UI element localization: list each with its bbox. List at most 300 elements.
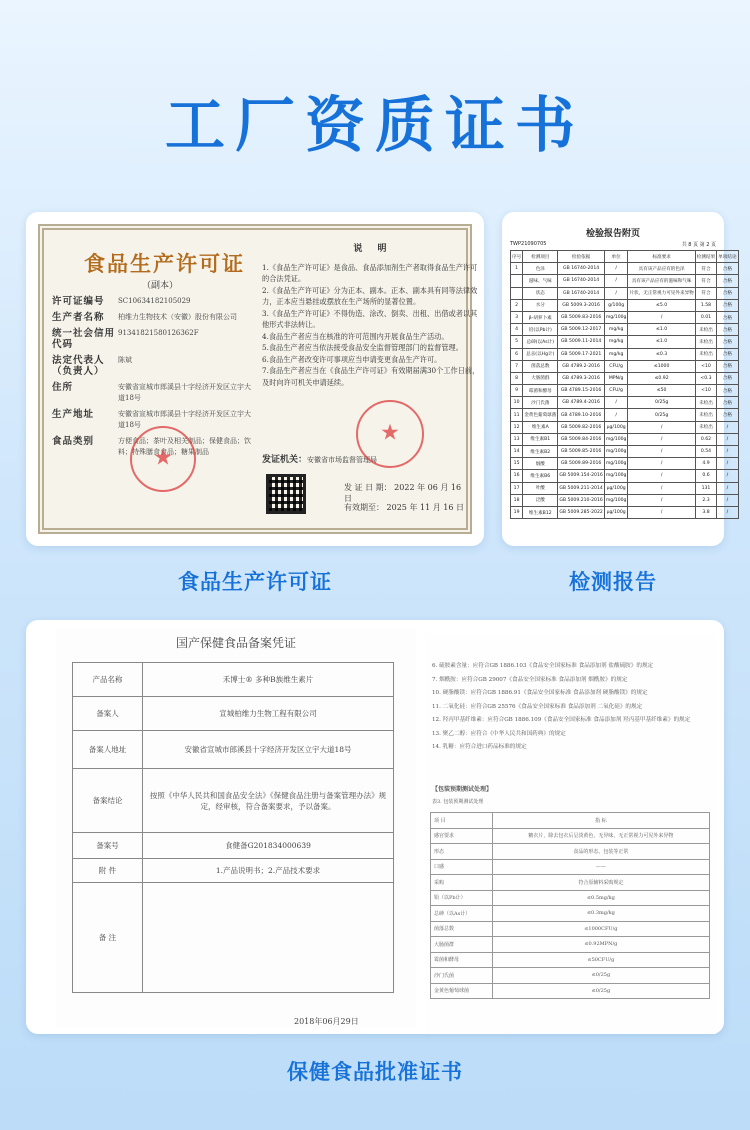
- license-field-row: [52, 312, 252, 323]
- table-cell: 13: [511, 433, 523, 445]
- table-cell: 5: [511, 336, 523, 348]
- table-row: [431, 952, 710, 968]
- table-cell: mg/kg: [604, 348, 628, 360]
- license-issuer-label: 发证机关：: [262, 455, 308, 465]
- table-cell: GB 5009.154-2016: [558, 470, 604, 482]
- table-row: [73, 663, 394, 697]
- table-cell: 具有该产品应有的滋味和气味: [628, 275, 695, 287]
- table-cell: mg/kg: [604, 324, 628, 336]
- table-cell: /: [717, 506, 738, 518]
- table-cell: 19: [511, 506, 523, 518]
- technical-table-caption: 表3. 包装预期测试处理: [432, 799, 484, 805]
- technical-section-title: 【包装预期测试处理】: [432, 786, 493, 793]
- technical-value: ——: [492, 859, 709, 875]
- license-note: 7.食品生产者应当在《食品生产许可证》有效期届满30个工作日前，及时向许可机关申请延续。: [262, 366, 480, 387]
- license-field-value: 陈斌: [118, 356, 132, 364]
- table-cell: 单位: [604, 251, 628, 263]
- technical-key: 铅（以Pb计）: [431, 890, 493, 906]
- table-cell: /: [628, 421, 695, 433]
- table-cell: GB 5009.85-2016: [558, 446, 604, 458]
- table-cell: <0.3: [695, 372, 716, 384]
- table-row: [511, 299, 739, 311]
- table-cell: /: [604, 287, 628, 299]
- table-cell: 维生素B2: [523, 446, 558, 458]
- table-row: [431, 859, 710, 875]
- table-cell: μg/100g: [604, 421, 628, 433]
- license-note: 4.食品生产者应当在核准的许可范围内开展食品生产活动。: [262, 331, 449, 341]
- report-table: [510, 250, 739, 519]
- table-cell: 金黄色葡萄球菌: [523, 409, 558, 421]
- table-cell: 标准要求: [628, 251, 695, 263]
- license-note: 5.食品生产者应当依法接受食品安全监督管理部门的监督管理。: [262, 343, 463, 352]
- license-field-key: 食品类别: [52, 436, 95, 447]
- table-cell: 2: [511, 299, 523, 311]
- table-cell: /: [717, 494, 738, 506]
- technical-requirements-document: [426, 634, 716, 1034]
- license-issue-date: 发 证 日 期： 2022 年 06 月 16 日: [344, 483, 462, 503]
- table-cell: 序号: [511, 251, 523, 263]
- table-cell: 0/25g: [628, 409, 695, 421]
- table-cell: 18: [511, 494, 523, 506]
- table-cell: 14: [511, 446, 523, 458]
- license-field-value: 91341821580126362F: [118, 329, 199, 337]
- technical-key: 形态: [431, 844, 493, 860]
- table-cell: 检验依据: [558, 251, 604, 263]
- table-row: [511, 324, 739, 336]
- table-cell: 3.8: [695, 506, 716, 518]
- technical-note: 13. 聚乙二醇：应符合《中华人民共和国药典》的规定: [432, 730, 566, 737]
- table-cell: ≤1.0: [628, 324, 695, 336]
- table-cell: GB 5009.11-2014: [558, 336, 604, 348]
- table-cell: [511, 275, 523, 287]
- table-cell: 符合: [695, 287, 716, 299]
- license-field-value: SC10634182105029: [118, 297, 191, 305]
- official-seal-icon: [130, 426, 196, 492]
- table-row: [73, 731, 394, 769]
- table-cell: 单项结论: [717, 251, 738, 263]
- technical-key: 项 目: [431, 813, 493, 829]
- table-cell: CFU/g: [604, 385, 628, 397]
- table-cell: 0.62: [695, 433, 716, 445]
- license-field-value: 方便食品；茶叶及相关制品；保健食品；饮料；特殊膳食食品；糖果制品: [118, 437, 251, 456]
- technical-key: 总砷（以As计）: [431, 906, 493, 922]
- technical-value: ≤0/25g: [492, 983, 709, 999]
- table-row: [431, 937, 710, 953]
- table-cell: GB 16740-2014: [558, 287, 604, 299]
- table-cell: mg/100g: [604, 494, 628, 506]
- table-cell: mg/100g: [604, 470, 628, 482]
- table-cell: 16: [511, 470, 523, 482]
- table-row: [511, 494, 739, 506]
- table-cell: 合格: [717, 409, 738, 421]
- table-cell: 维生素A: [523, 421, 558, 433]
- table-cell: GB 4789.2-2016: [558, 360, 604, 372]
- table-row: [511, 360, 739, 372]
- table-cell: 菌落总数: [523, 360, 558, 372]
- technical-note: 6. 硫胺素含量：应符合GB 1886.103《食品安全国家标准 食品添加剂 盐酸硫胺》的规定: [432, 663, 654, 669]
- table-cell: GB 5009.285-2022: [558, 506, 604, 518]
- table-row: [511, 311, 739, 323]
- table-cell: GB 5009.210-2016: [558, 494, 604, 506]
- table-cell: ≤5.0: [628, 299, 695, 311]
- table-row: [511, 409, 739, 421]
- table-row: [511, 348, 739, 360]
- table-row: [511, 385, 739, 397]
- table-row: [431, 813, 710, 829]
- license-notes-heading: 说 明: [353, 244, 393, 254]
- table-row: [511, 506, 739, 518]
- filing-value: 1.产品说明书；2.产品技术要求: [143, 859, 394, 883]
- license-issuer-value: 安徽省市场监督管理局: [307, 456, 378, 464]
- filing-key: 备 注: [73, 883, 143, 993]
- license-field-value: 安徽省宣城市郎溪县十字经济开发区立宇大道18号: [118, 383, 251, 402]
- report-document: [510, 226, 737, 536]
- table-cell: 合格: [717, 348, 738, 360]
- table-cell: /: [717, 482, 738, 494]
- filing-key: 产品名称: [73, 663, 143, 697]
- table-cell: 水分: [523, 299, 558, 311]
- license-field-row: [52, 382, 252, 404]
- technical-note: 12. 羟丙甲基纤维素：应符合GB 1886.109《食品安全国家标准 食品添加剂 羟丙基甲基纤维素》的规定: [432, 717, 691, 723]
- license-field-key: 生产地址: [52, 409, 95, 420]
- filing-key: 备案号: [73, 833, 143, 859]
- filing-key: 备案结论: [73, 769, 143, 833]
- table-cell: /: [717, 421, 738, 433]
- license-field-row: [52, 296, 252, 307]
- table-row: [73, 769, 394, 833]
- table-cell: GB 5009.89-2016: [558, 458, 604, 470]
- table-cell: 合格: [717, 360, 738, 372]
- table-row: [431, 875, 710, 891]
- technical-note: 7. 烟酰胺：应符合GB 29007《食品安全国家标准 食品添加剂 烟酰胺》的规定: [432, 676, 628, 683]
- license-field-key: 法定代表人（负责人）: [52, 355, 105, 377]
- table-cell: 12: [511, 421, 523, 433]
- table-cell: 4: [511, 324, 523, 336]
- filing-key: 备案人地址: [73, 731, 143, 769]
- issuer-seal-icon: [356, 400, 424, 468]
- table-cell: /: [717, 433, 738, 445]
- table-cell: ≤50: [628, 385, 695, 397]
- table-row: [511, 397, 739, 409]
- table-row: [73, 833, 394, 859]
- table-cell: μg/100g: [604, 482, 628, 494]
- technical-note: 10. 硬脂酸镁：应符合GB 1886.91《食品安全国家标准 食品添加剂 硬脂酸镁》的规定: [432, 690, 648, 696]
- table-cell: 2.3: [695, 494, 716, 506]
- table-cell: 检测项目: [523, 251, 558, 263]
- table-cell: GB 5009.84-2016: [558, 433, 604, 445]
- table-cell: 8: [511, 372, 523, 384]
- table-cell: 色泽: [523, 263, 558, 275]
- license-field-key: 统一社会信用代码: [52, 328, 116, 350]
- filing-table: [72, 662, 394, 993]
- table-cell: 沙门氏菌: [523, 397, 558, 409]
- table-cell: 合格: [717, 385, 738, 397]
- table-cell: 未检出: [695, 336, 716, 348]
- table-row: [73, 883, 394, 993]
- technical-value: ≤50CFU/g: [492, 952, 709, 968]
- table-cell: 未检出: [695, 324, 716, 336]
- page-title: 工厂资质证书: [165, 91, 585, 161]
- table-cell: /: [717, 470, 738, 482]
- table-cell: CFU/g: [604, 360, 628, 372]
- filing-certificate: [56, 628, 416, 1028]
- report-number: TWP21090705: [510, 241, 547, 247]
- table-cell: mg/100g: [604, 446, 628, 458]
- license-title: 食品生产许可证: [84, 251, 245, 276]
- table-cell: 合格: [717, 311, 738, 323]
- table-cell: <10: [695, 360, 716, 372]
- report-page-info: 共 8 页 第 2 页: [681, 242, 716, 248]
- filing-value: 按照《中华人民共和国食品安全法》《保健食品注册与备案管理办法》规定，经审核，符合备案要求，予以备案。: [143, 769, 394, 833]
- table-row: [511, 263, 739, 275]
- license-notes: [262, 244, 484, 388]
- table-cell: /: [604, 397, 628, 409]
- table-cell: 符合: [695, 263, 716, 275]
- table-cell: 7: [511, 360, 523, 372]
- table-cell: 霉菌和酵母: [523, 385, 558, 397]
- technical-key: 大肠菌群: [431, 937, 493, 953]
- table-row: [511, 251, 739, 263]
- filing-date: 2018年06月29日: [294, 1017, 359, 1026]
- table-cell: 铅(以Pb计): [523, 324, 558, 336]
- table-row: [511, 470, 739, 482]
- table-cell: mg/100g: [604, 433, 628, 445]
- table-cell: 滋味、气味: [523, 275, 558, 287]
- table-cell: /: [717, 446, 738, 458]
- table-cell: GB 5009.12-2017: [558, 324, 604, 336]
- table-cell: 17: [511, 482, 523, 494]
- table-cell: GB 4789.15-2016: [558, 385, 604, 397]
- table-cell: 检测结果: [695, 251, 716, 263]
- table-cell: 未检出: [695, 421, 716, 433]
- table-row: [431, 906, 710, 922]
- table-cell: 状态: [523, 287, 558, 299]
- table-row: [511, 287, 739, 299]
- table-cell: mg/kg: [604, 336, 628, 348]
- table-cell: 未检出: [695, 397, 716, 409]
- table-cell: 合格: [717, 299, 738, 311]
- filing-value: 宣城柏维力生物工程有限公司: [143, 697, 394, 731]
- table-row: [511, 482, 739, 494]
- filing-value: [143, 883, 394, 993]
- table-cell: 15: [511, 458, 523, 470]
- technical-value: 指 标: [492, 813, 709, 829]
- qr-code-icon: [266, 474, 306, 514]
- table-cell: /: [628, 506, 695, 518]
- filing-key: 附 件: [73, 859, 143, 883]
- table-cell: 0.6: [695, 470, 716, 482]
- table-cell: ≤1.0: [628, 336, 695, 348]
- table-cell: mg/100g: [604, 458, 628, 470]
- table-row: [431, 890, 710, 906]
- table-cell: /: [628, 482, 695, 494]
- table-cell: 11: [511, 409, 523, 421]
- table-row: [73, 697, 394, 731]
- table-cell: 6: [511, 348, 523, 360]
- table-cell: 合格: [717, 397, 738, 409]
- table-cell: [511, 287, 523, 299]
- health-certificate-card: [26, 620, 724, 1034]
- license-field-value: 柏维力生物技术（安徽）股份有限公司: [118, 313, 237, 321]
- license-note: 1.《食品生产许可证》是食品、食品添加剂生产者取得食品生产许可的合法凭证。: [262, 262, 478, 283]
- table-cell: 符合: [695, 275, 716, 287]
- table-cell: 总汞(以Hg计): [523, 348, 558, 360]
- table-cell: GB 4789.10-2016: [558, 409, 604, 421]
- table-cell: 烟酸: [523, 458, 558, 470]
- table-row: [431, 968, 710, 984]
- table-cell: /: [628, 458, 695, 470]
- technical-note: 14. 乳糖：应符合进口药品标准的规定: [432, 744, 527, 750]
- table-row: [431, 983, 710, 999]
- license-note: 6.食品生产者改变许可事项应当申请变更食品生产许可。: [262, 354, 442, 364]
- table-row: [511, 372, 739, 384]
- table-cell: 合格: [717, 287, 738, 299]
- filing-heading: 国产保健食品备案凭证: [175, 636, 296, 650]
- technical-key: 感官要求: [431, 828, 493, 844]
- table-cell: GB 5009.83-2016: [558, 311, 604, 323]
- table-row: [431, 828, 710, 844]
- table-cell: <10: [695, 385, 716, 397]
- table-cell: μg/100g: [604, 506, 628, 518]
- table-cell: 0.01: [695, 311, 716, 323]
- table-row: [73, 859, 394, 883]
- table-cell: 具有该产品应有的色泽: [628, 263, 695, 275]
- table-cell: 合格: [717, 324, 738, 336]
- table-cell: 1.58: [695, 299, 716, 311]
- table-cell: 131: [695, 482, 716, 494]
- table-cell: /: [717, 458, 738, 470]
- table-cell: /: [628, 470, 695, 482]
- table-cell: ≤0.3: [628, 348, 695, 360]
- table-cell: GB 4789.3-2016: [558, 372, 604, 384]
- technical-value: ≤0.3mg/kg: [492, 906, 709, 922]
- technical-value: ≤0/25g: [492, 968, 709, 984]
- filing-value: 食健备G201834000639: [143, 833, 394, 859]
- table-cell: 10: [511, 397, 523, 409]
- license-field-key: 住所: [52, 382, 74, 393]
- table-cell: /: [604, 263, 628, 275]
- table-cell: 维生素B6: [523, 470, 558, 482]
- report-title: 检验报告附页: [585, 229, 640, 239]
- table-cell: 总砷(以As计): [523, 336, 558, 348]
- table-cell: 0/25g: [628, 397, 695, 409]
- table-row: [511, 336, 739, 348]
- table-row: [511, 275, 739, 287]
- table-cell: /: [604, 275, 628, 287]
- table-cell: 3: [511, 311, 523, 323]
- technical-notes: [432, 660, 722, 755]
- table-cell: 0.54: [695, 446, 716, 458]
- technical-value: 食品的形态、包装等正常: [492, 844, 709, 860]
- table-row: [431, 921, 710, 937]
- license-field-row: [52, 355, 252, 377]
- table-cell: GB 5009.3-2016: [558, 299, 604, 311]
- table-cell: 大肠菌群: [523, 372, 558, 384]
- report-caption: 检测报告: [569, 570, 657, 594]
- technical-key: 金黄色葡萄球菌: [431, 983, 493, 999]
- table-cell: β-胡萝卜素: [523, 311, 558, 323]
- table-cell: 1: [511, 263, 523, 275]
- table-row: [511, 446, 739, 458]
- table-cell: ≤0.92: [628, 372, 695, 384]
- table-row: [431, 844, 710, 860]
- table-cell: GB 5009.17-2021: [558, 348, 604, 360]
- technical-key: 沙门氏菌: [431, 968, 493, 984]
- table-cell: GB 16740-2014: [558, 263, 604, 275]
- technical-key: 霉菌和酵母: [431, 952, 493, 968]
- license-card: [26, 212, 484, 546]
- technical-key: 口感: [431, 859, 493, 875]
- technical-table: [430, 812, 710, 999]
- license-subtitle: （副本）: [142, 281, 179, 291]
- table-cell: 未检出: [695, 348, 716, 360]
- license-note: 3.《食品生产许可证》不得伪造、涂改、倒卖、出租、出借或者以其他形式非法转让。: [262, 308, 478, 329]
- license-field-key: 许可证编号: [52, 296, 105, 307]
- table-row: [511, 421, 739, 433]
- license-issuer: [262, 452, 377, 465]
- report-card: [502, 212, 737, 546]
- filing-value: 禾博士® 多种B族维生素片: [143, 663, 394, 697]
- table-cell: GB 5009.211-2014: [558, 482, 604, 494]
- table-cell: /: [628, 311, 695, 323]
- table-cell: 未检出: [695, 409, 716, 421]
- technical-key: 采购: [431, 875, 493, 891]
- license-expiry-date: 有效期至： 2025 年 11 月 16 日: [344, 503, 464, 512]
- technical-key: 菌落总数: [431, 921, 493, 937]
- table-cell: 泛酸: [523, 494, 558, 506]
- license-document: [38, 224, 480, 534]
- license-caption: 食品生产许可证: [178, 570, 332, 594]
- table-row: [511, 433, 739, 445]
- filing-value: 安徽省宣城市郎溪县十字经济开发区立宇大道18号: [143, 731, 394, 769]
- table-cell: GB 5009.82-2016: [558, 421, 604, 433]
- table-cell: GB 16740-2014: [558, 275, 604, 287]
- technical-value: ≤0.5mg/kg: [492, 890, 709, 906]
- technical-note: 11. 二氧化硅：应符合GB 25576《食品安全国家标准 食品添加剂 二氧化硅》的规定: [432, 703, 643, 710]
- filing-key: 备案人: [73, 697, 143, 731]
- table-cell: 维生素B1: [523, 433, 558, 445]
- table-cell: 维生素B12: [523, 506, 558, 518]
- table-cell: mg/100g: [604, 311, 628, 323]
- table-cell: 合格: [717, 275, 738, 287]
- table-cell: 合格: [717, 263, 738, 275]
- technical-value: ≤1000CFU/g: [492, 921, 709, 937]
- table-cell: 合格: [717, 336, 738, 348]
- table-cell: /: [604, 409, 628, 421]
- technical-value: ≤0.92MPN/g: [492, 937, 709, 953]
- license-field-value: 安徽省宣城市郎溪县十字经济开发区立宇大道18号: [118, 410, 251, 429]
- technical-value: 糖衣片，除去包衣后呈淡黄色，无异味，无正常视力可见外来异物: [492, 828, 709, 844]
- table-cell: 9: [511, 385, 523, 397]
- table-row: [511, 458, 739, 470]
- technical-value: 符合原辅料采购规定: [492, 875, 709, 891]
- table-cell: g/100g: [604, 299, 628, 311]
- license-note: 2.《食品生产许可证》分为正本、副本。正本、副本具有同等法律效力，正本应当悬挂或摆放在生产场所的显著位置。: [262, 285, 478, 306]
- table-cell: /: [628, 433, 695, 445]
- table-cell: GB 4789.4-2016: [558, 397, 604, 409]
- table-cell: 4.9: [695, 458, 716, 470]
- table-cell: MPN/g: [604, 372, 628, 384]
- license-field-key: 生产者名称: [52, 312, 105, 323]
- table-cell: 合格: [717, 372, 738, 384]
- table-cell: 片状，无正常视力可见外来异物: [628, 287, 695, 299]
- table-cell: ≤1000: [628, 360, 695, 372]
- health-caption: 保健食品批准证书: [287, 1060, 463, 1084]
- table-cell: 叶酸: [523, 482, 558, 494]
- license-field-row: [52, 328, 252, 350]
- table-cell: /: [628, 494, 695, 506]
- table-cell: /: [628, 446, 695, 458]
